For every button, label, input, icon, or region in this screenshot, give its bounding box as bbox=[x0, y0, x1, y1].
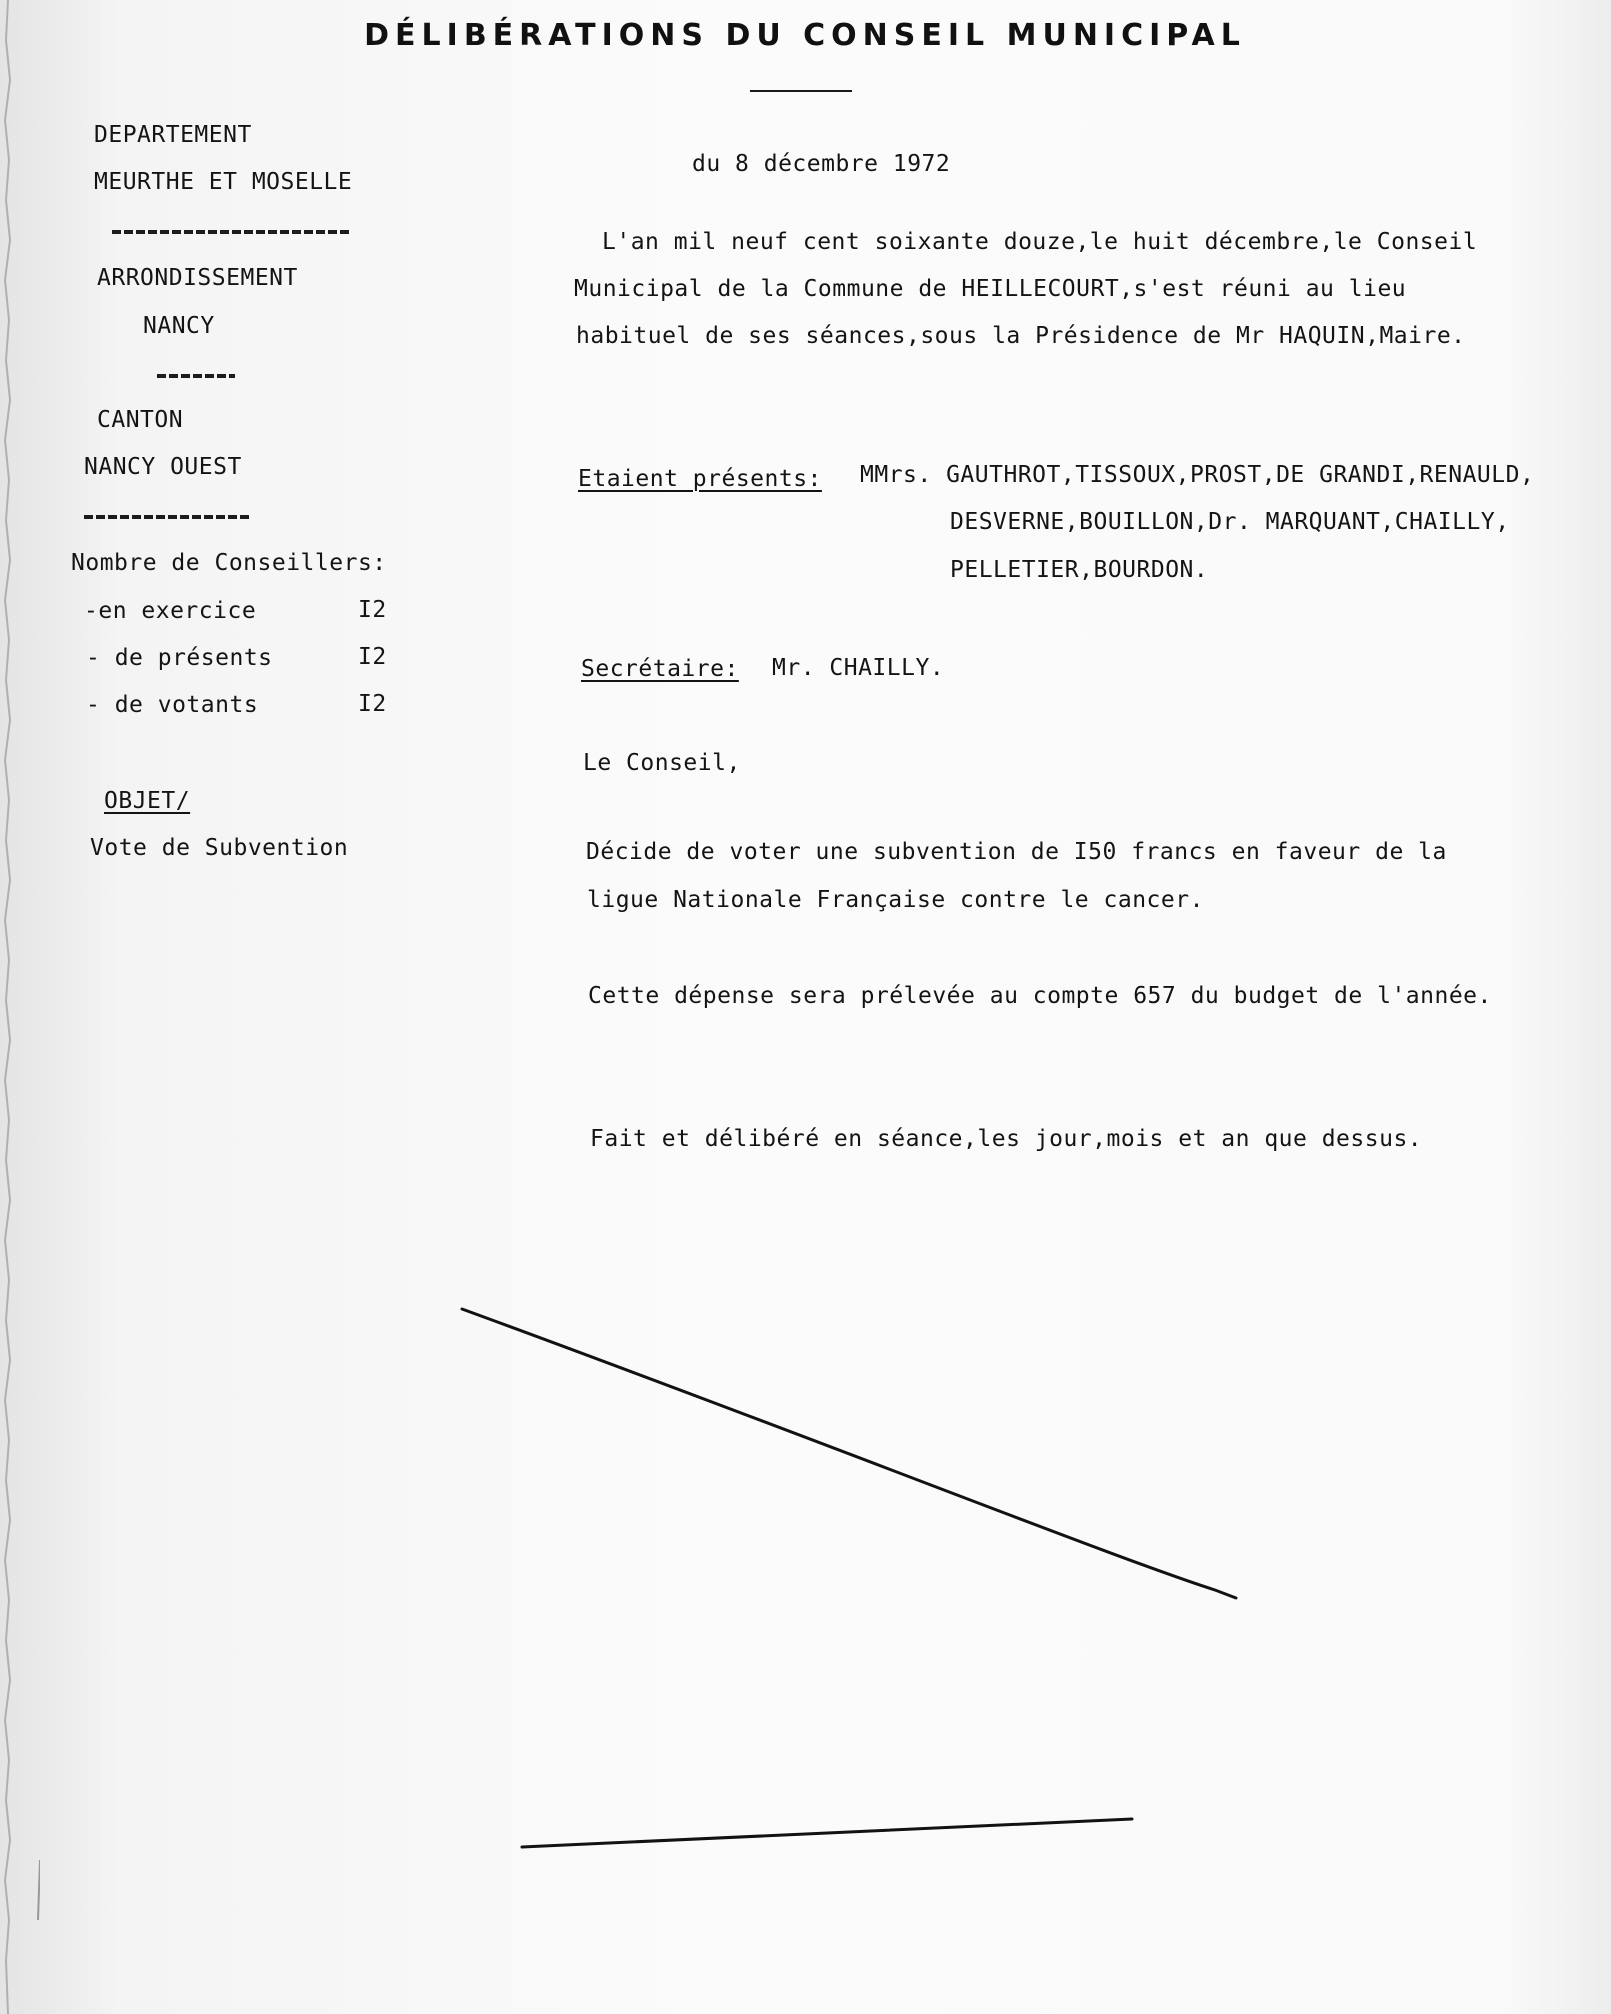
presents-line-2: DESVERNE,BOUILLON,Dr. MARQUANT,CHAILLY, bbox=[950, 509, 1510, 535]
diagonal-strike-line bbox=[462, 1309, 1236, 1598]
presents-line-3: PELLETIER,BOURDON. bbox=[950, 557, 1209, 583]
presents-count-value: I2 bbox=[358, 644, 387, 670]
arrondissement-label: ARRONDISSEMENT bbox=[97, 265, 298, 291]
secretaire-name: Mr. CHAILLY. bbox=[772, 655, 945, 681]
en-exercice-value: I2 bbox=[358, 597, 387, 623]
departement-label: DEPARTEMENT bbox=[94, 122, 252, 148]
objet-label: OBJET/ bbox=[104, 788, 191, 814]
secretaire-heading: Secrétaire: bbox=[581, 656, 739, 682]
votants-label: - de votants bbox=[86, 692, 259, 718]
horizontal-strike-line bbox=[522, 1819, 1132, 1847]
decision-line-2: ligue Nationale Française contre le cancer. bbox=[587, 887, 1204, 913]
meeting-date: du 8 décembre 1972 bbox=[692, 151, 951, 177]
objet-value: Vote de Subvention bbox=[90, 835, 349, 861]
presents-heading: Etaient présents: bbox=[578, 466, 822, 492]
intro-line-2: Municipal de la Commune de HEILLECOURT,s'est réuni au lieu bbox=[574, 276, 1407, 302]
departement-value: MEURTHE ET MOSELLE bbox=[94, 169, 353, 195]
arrondissement-value: NANCY bbox=[143, 313, 215, 339]
le-conseil: Le Conseil, bbox=[583, 750, 741, 776]
votants-value: I2 bbox=[358, 691, 387, 717]
decision-line-1: Décide de voter une subvention de I50 francs en faveur de la bbox=[586, 839, 1447, 865]
closing-line: Fait et délibéré en séance,les jour,mois et an que dessus. bbox=[590, 1126, 1423, 1152]
intro-line-3: habituel de ses séances,sous la Présidence de Mr HAQUIN,Maire. bbox=[576, 323, 1466, 349]
conseillers-title: Nombre de Conseillers: bbox=[71, 550, 387, 576]
canton-value: NANCY OUEST bbox=[84, 454, 242, 480]
document-title: DÉLIBÉRATIONS DU CONSEIL MUNICIPAL bbox=[364, 18, 1246, 53]
en-exercice-label: -en exercice bbox=[84, 598, 257, 624]
intro-line-1: L'an mil neuf cent soixante douze,le huit décembre,le Conseil bbox=[602, 229, 1478, 255]
presents-line-1: MMrs. GAUTHROT,TISSOUX,PROST,DE GRANDI,RENAULD, bbox=[860, 462, 1535, 488]
depense-line: Cette dépense sera prélevée au compte 657 du budget de l'année. bbox=[588, 983, 1492, 1009]
canton-label: CANTON bbox=[97, 407, 184, 433]
presents-count-label: - de présents bbox=[86, 645, 273, 671]
